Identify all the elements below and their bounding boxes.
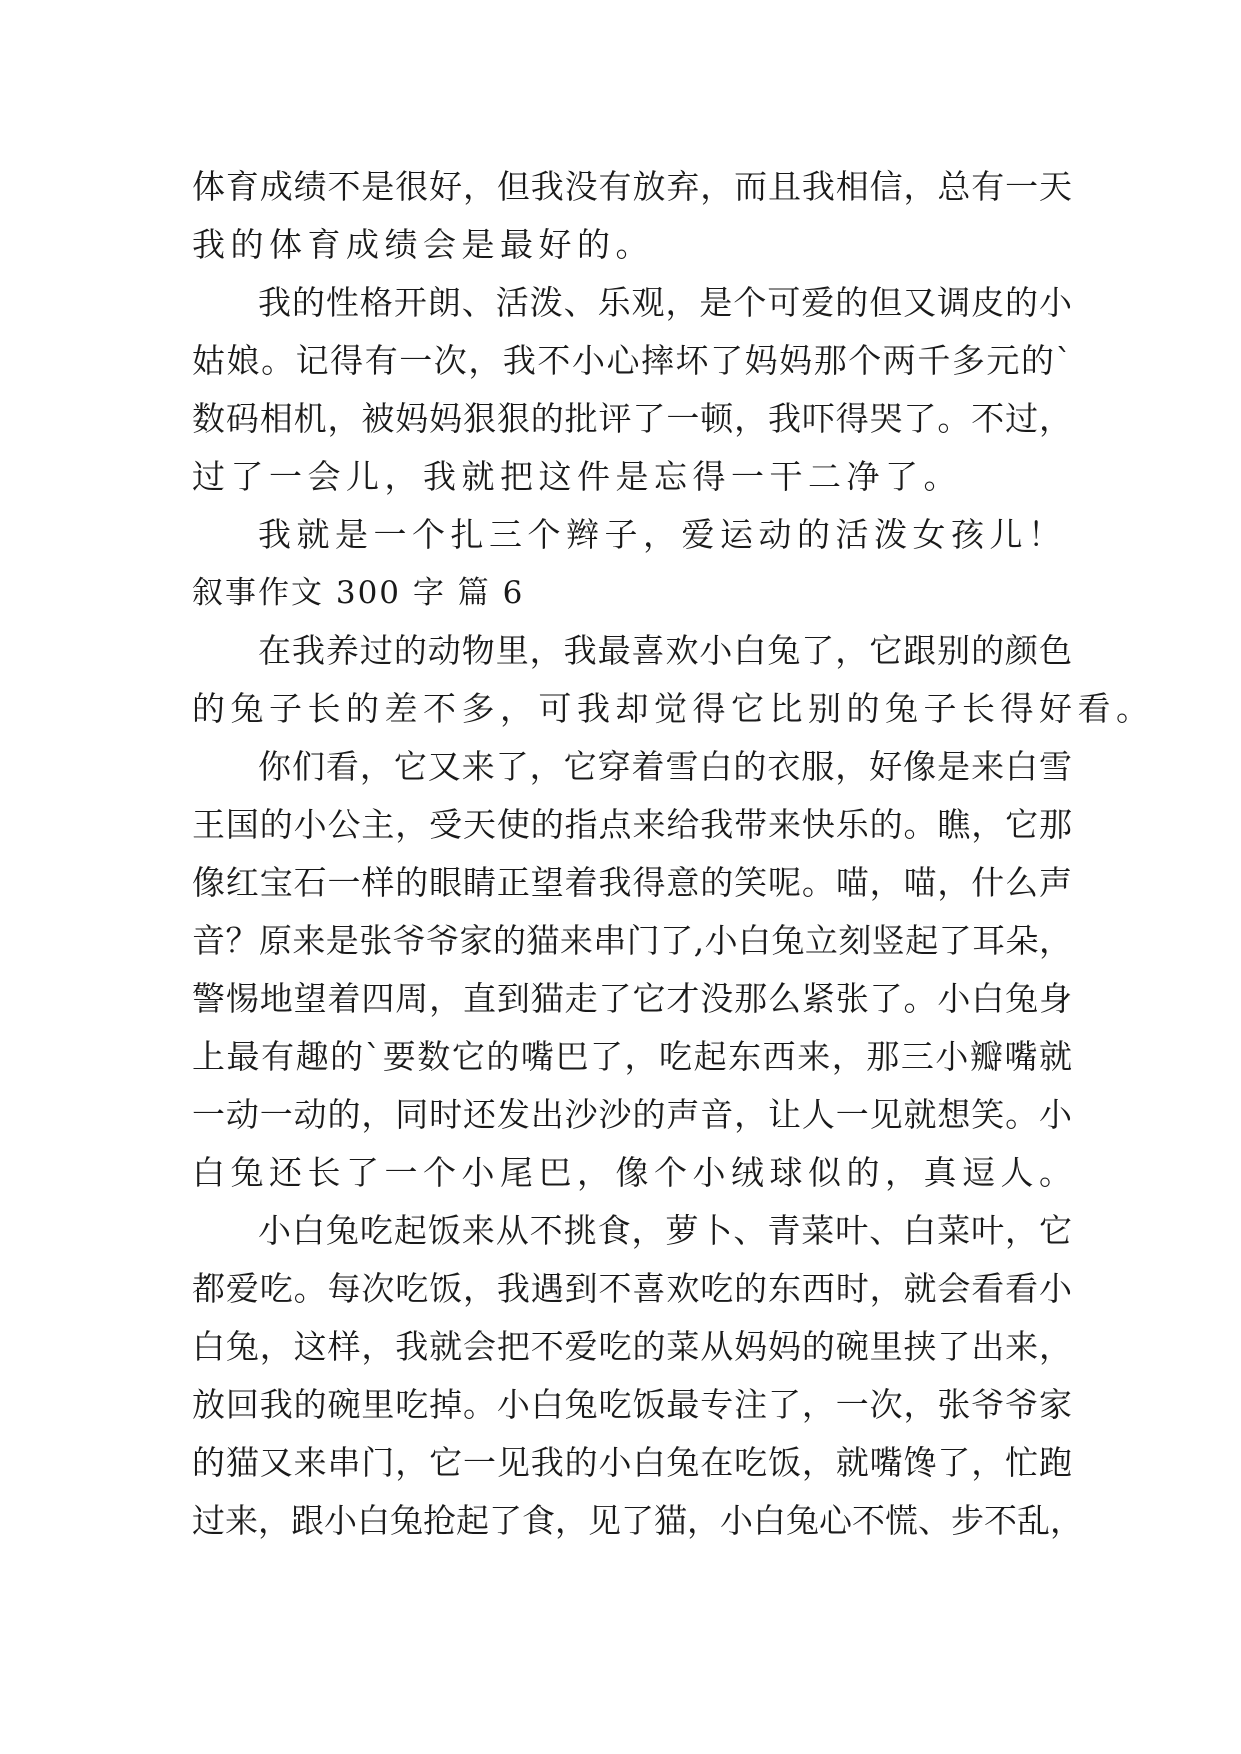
text-line: 警惕地望着四周，直到猫走了它才没那么紧张了。小白兔身 bbox=[192, 979, 1072, 1018]
text-line: 的猫又来串门，它一见我的小白兔在吃饭，就嘴馋了，忙跑 bbox=[192, 1443, 1072, 1482]
paragraph-start-line: 在我养过的动物里，我最喜欢小白兔了，它跟别的颜色 bbox=[258, 631, 1072, 670]
section-heading: 叙事作文 300 字 篇 6 bbox=[192, 575, 525, 611]
text-line: 体育成绩不是很好，但我没有放弃，而且我相信，总有一天 bbox=[192, 167, 1072, 206]
text-line: 像红宝石一样的眼睛正望着我得意的笑呢。喵，喵，什么声 bbox=[192, 863, 1072, 902]
paragraph-start-line: 你们看，它又来了，它穿着雪白的衣服，好像是来白雪 bbox=[258, 747, 1072, 786]
paragraph-start-line: 小白兔吃起饭来从不挑食，萝卜、青菜叶、白菜叶，它 bbox=[258, 1211, 1072, 1250]
text-line: 过了一会儿，我就把这件是忘得一干二净了。 bbox=[192, 457, 962, 496]
text-line: 姑娘。记得有一次，我不小心摔坏了妈妈那个两千多元的` bbox=[192, 341, 1072, 380]
text-line: 上最有趣的`要数它的嘴巴了，吃起东西来，那三小瓣嘴就 bbox=[192, 1037, 1072, 1076]
paragraph-start-line: 我的性格开朗、活泼、乐观，是个可爱的但又调皮的小 bbox=[258, 283, 1072, 322]
paragraph-start-line: 我就是一个扎三个辫子，爱运动的活泼女孩儿！ bbox=[258, 515, 1067, 554]
document-body bbox=[192, 158, 1155, 1550]
text-line: 都爱吃。每次吃饭，我遇到不喜欢吃的东西时，就会看看小 bbox=[192, 1269, 1072, 1308]
text-line: 的兔子长的差不多，可我却觉得它比别的兔子长得好看。 bbox=[192, 689, 1155, 728]
text-line: 我的体育成绩会是最好的。 bbox=[192, 225, 654, 264]
text-line: 过来，跟小白兔抢起了食，见了猫，小白兔心不慌、步不乱， bbox=[192, 1501, 1083, 1540]
text-line: 音？原来是张爷爷家的猫来串门了,小白兔立刻竖起了耳朵， bbox=[192, 921, 1072, 960]
text-line: 王国的小公主，受天使的指点来给我带来快乐的。瞧，它那 bbox=[192, 805, 1072, 844]
text-line: 数码相机，被妈妈狠狠的批评了一顿，我吓得哭了。不过， bbox=[192, 399, 1072, 438]
text-line: 白兔还长了一个小尾巴，像个小绒球似的，真逗人。 bbox=[192, 1153, 1078, 1192]
text-line: 白兔，这样，我就会把不爱吃的菜从妈妈的碗里挟了出来， bbox=[192, 1327, 1072, 1366]
text-line: 放回我的碗里吃掉。小白兔吃饭最专注了，一次，张爷爷家 bbox=[192, 1385, 1072, 1424]
text-line: 一动一动的，同时还发出沙沙的声音，让人一见就想笑。小 bbox=[192, 1095, 1072, 1134]
